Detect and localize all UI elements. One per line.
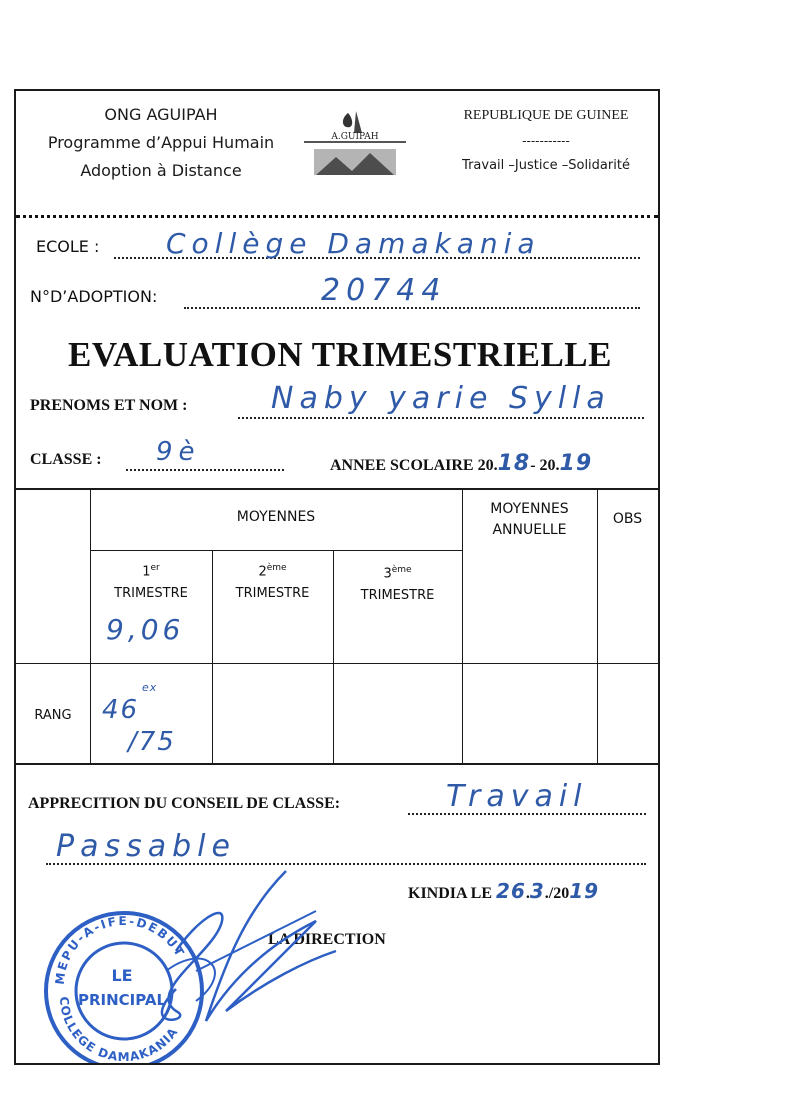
- ecole-label: ECOLE :: [36, 237, 100, 256]
- date-month: 3: [529, 879, 545, 903]
- trimestre-1-header: [90, 557, 212, 605]
- adoption-value: 20744: [321, 273, 447, 308]
- moyennes-header: MOYENNES: [236, 509, 316, 525]
- eleve-dots: [238, 417, 644, 419]
- header-separator: [16, 215, 658, 218]
- logo-text: A.GUIPAH: [331, 132, 379, 142]
- classe-dots: [126, 469, 284, 471]
- signature-graphic: [166, 851, 346, 1051]
- evaluation-card: [14, 89, 660, 1065]
- stamp-bottom-text: COLLEGE DAMAKANIA: [56, 996, 181, 1063]
- t1-sup: er: [150, 563, 160, 573]
- direction-label: LA DIRECTION: [268, 931, 386, 948]
- t1-label: TRIMESTRE: [114, 586, 188, 602]
- appreciation-value-1: Travail: [446, 779, 588, 814]
- stamp-top-text: MEPU-A-IFE-DEBUT: [52, 913, 188, 986]
- annee-value-1: 18: [497, 451, 531, 476]
- eleve-label: PRENOMS ET NOM :: [30, 397, 188, 414]
- republic-motto: Travail –Justice –Solidarité: [462, 158, 630, 173]
- page-title: EVALUATION TRIMESTRIELLE: [68, 335, 612, 374]
- program-name: Programme d’Appui Humain: [47, 133, 275, 152]
- annee-label: ANNEE SCOLAIRE: [330, 457, 474, 474]
- rang-value-num: 46: [102, 695, 140, 725]
- rang-value-den: /75: [128, 727, 176, 757]
- t1-moyenne-value: 9,06: [106, 613, 185, 646]
- date-year-prefix: /20: [548, 885, 570, 902]
- org-name: ONG AGUIPAH: [104, 105, 218, 124]
- t2-label: TRIMESTRE: [235, 586, 310, 602]
- republic-header: [436, 103, 656, 179]
- appreciation-value-2: Passable: [56, 829, 236, 864]
- annee-value-2: 19: [559, 451, 593, 476]
- annuelle-header: [462, 499, 597, 541]
- annuelle-header-line2: ANNUELLE: [492, 522, 567, 538]
- org-logo: [296, 105, 414, 187]
- org-logo-graphic: [296, 105, 414, 187]
- t1-num: 1: [142, 564, 151, 580]
- director-signature: [166, 851, 346, 1051]
- obs-header: OBS: [612, 511, 643, 527]
- kindia-label: KINDIA LE: [408, 885, 493, 902]
- t3-num: 3: [383, 566, 392, 582]
- annee-separator: - 20.: [530, 457, 560, 474]
- stamp-center-1: LE: [111, 966, 133, 985]
- date-row: KINDIA LE 26.3./2019: [408, 879, 600, 903]
- rang-value-sup: ex: [142, 681, 158, 694]
- rang-label: RANG: [34, 708, 72, 723]
- adoption-label: N°D’ADOPTION:: [30, 287, 158, 306]
- t3-sup: ème: [391, 565, 412, 575]
- t2-sup: ème: [266, 563, 287, 573]
- republic-name: REPUBLIQUE DE GUINEE: [463, 108, 629, 123]
- date-year: 19: [569, 879, 600, 903]
- trimestre-3-header: [333, 559, 462, 607]
- stamp-center-2: PRINCIPAL: [77, 991, 167, 1009]
- t2-num: 2: [258, 564, 267, 580]
- ecole-value: Collège Damakania: [166, 227, 541, 260]
- org-header: [36, 101, 286, 185]
- annuelle-header-line1: MOYENNES: [490, 501, 569, 517]
- program-subtitle: Adoption à Distance: [80, 161, 242, 180]
- eleve-value: Naby yarie Sylla: [271, 381, 611, 416]
- annee-row: [330, 451, 592, 476]
- appreciation-label: APPRECITION DU CONSEIL DE CLASSE:: [28, 795, 341, 812]
- annee-prefix-1: 20.: [477, 457, 498, 474]
- trimestre-2-header: [212, 557, 333, 605]
- classe-value: 9è: [156, 437, 201, 467]
- t3-label: TRIMESTRE: [360, 588, 435, 604]
- classe-label: CLASSE :: [30, 451, 102, 468]
- republic-separator: -----------: [522, 134, 570, 148]
- date-day: 26: [496, 879, 526, 903]
